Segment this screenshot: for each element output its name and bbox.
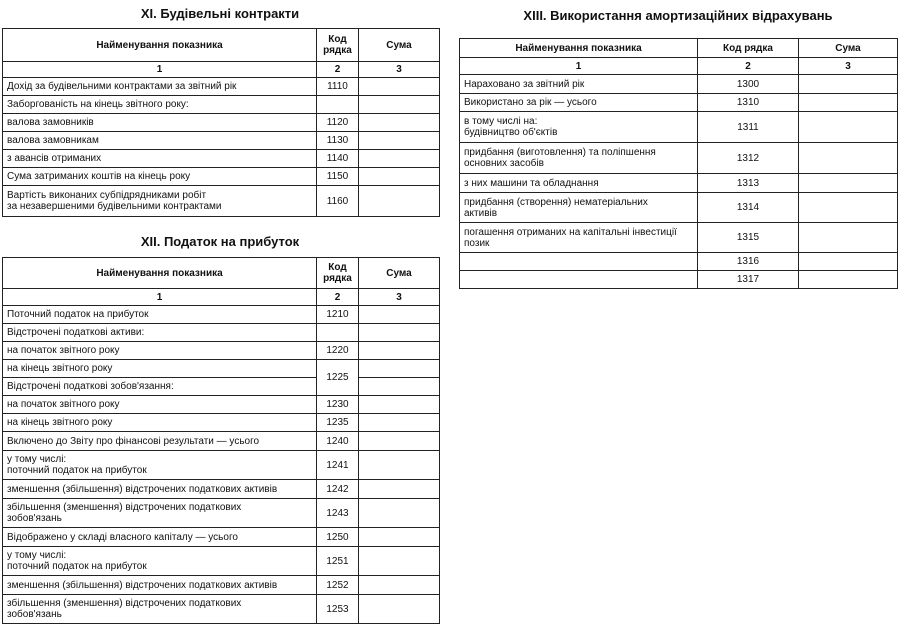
amount-cell[interactable] [359, 150, 440, 168]
amount-cell[interactable] [359, 168, 440, 186]
table-row [460, 193, 898, 223]
table-row [460, 143, 898, 174]
table-row [3, 528, 440, 547]
row-label: збільшення (зменшення) відстрочених податкових зобов'язань [3, 499, 317, 528]
row-code: 1225 [317, 360, 359, 396]
amount-cell[interactable] [359, 114, 440, 132]
row-label: зменшення (збільшення) відстрочених податкових активів [3, 480, 317, 499]
row-label: на початок звітного року [3, 342, 317, 360]
amount-cell[interactable] [359, 78, 440, 96]
row-code: 1140 [317, 150, 359, 168]
table-row [460, 253, 898, 271]
row-label: Відображено у складі власного капіталу — усього [3, 528, 317, 547]
amount-cell[interactable] [359, 378, 440, 396]
row-code: 1220 [317, 342, 359, 360]
amount-cell[interactable] [359, 186, 440, 217]
table-row [3, 114, 440, 132]
row-code: 1313 [698, 174, 799, 193]
amount-cell[interactable] [359, 432, 440, 451]
col-header-amount: Сума [799, 39, 898, 58]
row-code: 1317 [698, 271, 799, 289]
table-row [3, 342, 440, 360]
row-code: 1130 [317, 132, 359, 150]
table-row [3, 480, 440, 499]
table-row [3, 324, 440, 342]
col-number-2: 2 [698, 58, 799, 75]
table-row [460, 75, 898, 94]
col-number-3: 3 [359, 289, 440, 306]
amount-cell[interactable] [359, 360, 440, 378]
table-row [3, 451, 440, 480]
amount-cell[interactable] [359, 96, 440, 114]
row-code [317, 324, 359, 342]
row-code: 1251 [317, 547, 359, 576]
table-row [3, 78, 440, 96]
table-row [3, 360, 440, 378]
col-header-code: Код рядка [317, 258, 359, 289]
table-row [3, 499, 440, 528]
col-header-indicator: Найменування показника [460, 39, 698, 58]
row-label: на початок звітного року [3, 396, 317, 414]
amount-cell[interactable] [359, 324, 440, 342]
row-code: 1120 [317, 114, 359, 132]
row-code [317, 96, 359, 114]
col-header-amount: Сума [359, 258, 440, 289]
section-xiii-title: XIII. Використання амортизаційних відрахувань [523, 8, 833, 23]
row-label: Відстрочені податкові зобов'язання: [3, 378, 317, 396]
row-code: 1310 [698, 94, 799, 112]
row-label: погашення отриманих на капітальні інвестиції позик [460, 223, 698, 253]
row-label: придбання (виготовлення) та поліпшення основних засобів [460, 143, 698, 174]
amount-cell[interactable] [359, 396, 440, 414]
row-label: Включено до Звіту про фінансові результати — усього [3, 432, 317, 451]
row-label: Вартість виконаних субпідрядниками робіт за незавершеними будівельними контрактами [3, 186, 317, 217]
amount-cell[interactable] [359, 132, 440, 150]
row-code: 1110 [317, 78, 359, 96]
col-number-1: 1 [3, 62, 317, 78]
amount-cell[interactable] [359, 499, 440, 528]
amount-cell[interactable] [799, 271, 898, 289]
table-row [3, 186, 440, 217]
amount-cell[interactable] [359, 547, 440, 576]
row-label: на кінець звітного року [3, 414, 317, 432]
table-row [3, 576, 440, 595]
amount-cell[interactable] [359, 480, 440, 499]
table-row [3, 414, 440, 432]
table-row [3, 168, 440, 186]
section-xi-title: XI. Будівельні контракти [140, 6, 300, 21]
row-label: Відстрочені податкові активи: [3, 324, 317, 342]
row-code: 1160 [317, 186, 359, 217]
col-number-1: 1 [460, 58, 698, 75]
amount-cell[interactable] [799, 94, 898, 112]
col-number-3: 3 [799, 58, 898, 75]
row-code: 1243 [317, 499, 359, 528]
amount-cell[interactable] [799, 193, 898, 223]
amount-cell[interactable] [359, 576, 440, 595]
col-number-2: 2 [317, 62, 359, 78]
row-code: 1150 [317, 168, 359, 186]
amount-cell[interactable] [359, 342, 440, 360]
amount-cell[interactable] [799, 75, 898, 94]
row-label: Нараховано за звітний рік [460, 75, 698, 94]
row-code: 1250 [317, 528, 359, 547]
amount-cell[interactable] [799, 174, 898, 193]
col-header-code: Код рядка [698, 39, 799, 58]
row-label: у тому числі: поточний податок на прибуток [3, 451, 317, 480]
row-code: 1253 [317, 595, 359, 624]
col-number-3: 3 [359, 62, 440, 78]
col-header-code: Код рядка [317, 29, 359, 62]
table-row [460, 223, 898, 253]
row-label: Сума затриманих коштів на кінець року [3, 168, 317, 186]
row-code: 1241 [317, 451, 359, 480]
amount-cell[interactable] [359, 306, 440, 324]
amount-cell[interactable] [359, 595, 440, 624]
table-row [3, 378, 440, 396]
table-row [3, 595, 440, 624]
col-header-indicator: Найменування показника [3, 29, 317, 62]
row-label: Поточний податок на прибуток [3, 306, 317, 324]
row-label: Дохід за будівельними контрактами за звітний рік [3, 78, 317, 96]
row-label [460, 271, 698, 289]
row-code: 1311 [698, 112, 799, 143]
row-label: валова замовникам [3, 132, 317, 150]
row-code: 1316 [698, 253, 799, 271]
row-label: Використано за рік — усього [460, 94, 698, 112]
row-label: валова замовників [3, 114, 317, 132]
row-code: 1312 [698, 143, 799, 174]
amount-cell[interactable] [799, 223, 898, 253]
row-code: 1240 [317, 432, 359, 451]
table-row [3, 432, 440, 451]
col-number-2: 2 [317, 289, 359, 306]
amount-cell[interactable] [799, 253, 898, 271]
table-row [3, 150, 440, 168]
col-header-amount: Сума [359, 29, 440, 62]
row-code: 1315 [698, 223, 799, 253]
amount-cell[interactable] [799, 112, 898, 143]
row-code: 1242 [317, 480, 359, 499]
income-tax-table [2, 257, 440, 624]
amount-cell[interactable] [359, 414, 440, 432]
section-xii-title: XII. Податок на прибуток [140, 234, 300, 249]
table-row [3, 132, 440, 150]
row-label: на кінець звітного року [3, 360, 317, 378]
table-row [3, 96, 440, 114]
depreciation-usage-table [459, 38, 898, 289]
col-header-indicator: Найменування показника [3, 258, 317, 289]
row-label: придбання (створення) нематеріальних активів [460, 193, 698, 223]
row-label [460, 253, 698, 271]
row-code: 1314 [698, 193, 799, 223]
row-code: 1235 [317, 414, 359, 432]
table-row [460, 271, 898, 289]
amount-cell[interactable] [359, 528, 440, 547]
construction-contracts-table [2, 28, 440, 217]
table-row [460, 112, 898, 143]
amount-cell[interactable] [799, 143, 898, 174]
row-label: в тому числі на: будівництво об'єктів [460, 112, 698, 143]
table-row [3, 396, 440, 414]
amount-cell[interactable] [359, 451, 440, 480]
row-label: з авансів отриманих [3, 150, 317, 168]
table-row [460, 94, 898, 112]
row-label: збільшення (зменшення) відстрочених податкових зобов'язань [3, 595, 317, 624]
table-row [3, 547, 440, 576]
row-label: з них машини та обладнання [460, 174, 698, 193]
row-label: у тому числі: поточний податок на прибуток [3, 547, 317, 576]
col-number-1: 1 [3, 289, 317, 306]
table-row [3, 306, 440, 324]
row-label: Заборгованість на кінець звітного року: [3, 96, 317, 114]
row-code: 1230 [317, 396, 359, 414]
row-code: 1300 [698, 75, 799, 94]
table-row [460, 174, 898, 193]
row-label: зменшення (збільшення) відстрочених податкових активів [3, 576, 317, 595]
row-code: 1210 [317, 306, 359, 324]
row-code: 1252 [317, 576, 359, 595]
